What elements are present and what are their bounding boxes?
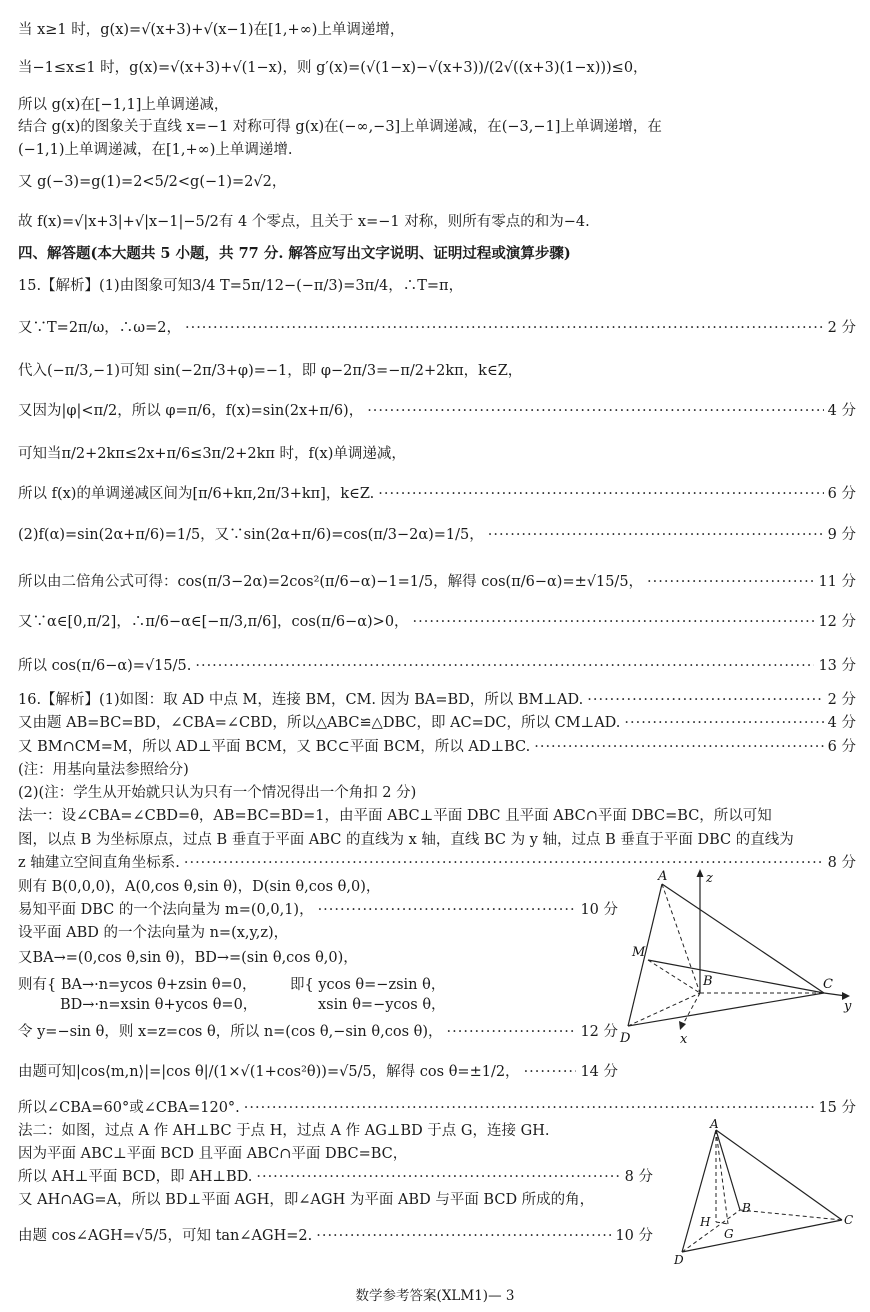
edge-AC <box>662 884 824 993</box>
edge-AC <box>716 1130 842 1220</box>
line-text: 所以 AH⊥平面 BCD，即 AH⊥BD. <box>18 1169 253 1185</box>
score: 2 分 <box>827 320 856 336</box>
tetrahedron-perpendicular-figure <box>672 1118 862 1268</box>
text-line: 所以 g(x)在[−1,1]上单调递减， <box>18 97 229 113</box>
score: 4 分 <box>827 403 856 419</box>
score-line <box>18 1062 618 1082</box>
leader-dots <box>647 572 814 592</box>
leader-dots <box>378 484 823 504</box>
score: 13 分 <box>818 658 856 674</box>
text-line: (注：用基向量法参照给分) <box>18 762 189 778</box>
score-line <box>18 737 856 757</box>
segment-AG <box>716 1130 728 1224</box>
edge-AB <box>662 884 700 993</box>
edge-DC <box>628 993 824 1026</box>
score: 4 分 <box>827 715 856 731</box>
line-text: 由题可知|cos⟨m,n⟩|=|cos θ|/(1×√(1+cos²θ))=√5/5，解得 cos θ=±1/2， <box>18 1064 520 1080</box>
system-line: 则有{ BA→·n=ycos θ+zsin θ=0， <box>18 977 257 993</box>
score: 14 分 <box>580 1064 618 1080</box>
text-line: 结合 g(x)的图象关于直线 x=−1 对称可得 g(x)在(−∞,−3]上单调递减，在(−3,−1]上单调递增，在 <box>18 119 662 135</box>
leader-dots <box>413 612 815 632</box>
line-text: 令 y=−sin θ，则 x=z=cos θ，所以 n=(cos θ,−sin θ,cos θ)， <box>18 1024 443 1040</box>
label-G: G <box>724 1227 734 1241</box>
text-line: 当 x≥1 时，g(x)=√(x+3)+√(x−1)在[1,+∞)上单调递增， <box>18 22 405 38</box>
score: 8 分 <box>624 1169 653 1185</box>
text-line: 又BA→=(0,cos θ,sin θ)，BD→=(sin θ,cos θ,0)， <box>18 950 358 966</box>
score-line <box>18 484 856 504</box>
label-B: B <box>742 1201 751 1215</box>
label-z: z <box>706 871 713 886</box>
score: 8 分 <box>827 855 856 871</box>
score-line <box>18 1226 653 1246</box>
line-text: 所以 cos(π/6−α)=√15/5. <box>18 658 192 674</box>
text-line: 法一：设∠CBA=∠CBD=θ，AB=BC=BD=1，由平面 ABC⊥平面 DBC 且平面 ABC∩平面 DBC=BC，所以可知 <box>18 808 772 824</box>
leader-dots <box>185 318 824 338</box>
leader-dots <box>524 1062 577 1082</box>
leader-dots <box>624 713 823 733</box>
text-line: 图，以点 B 为坐标原点，过点 B 垂直于平面 ABC 的直线为 x 轴，直线 BC 为 y 轴，过点 B 垂直于平面 DBC 的直线为 <box>18 832 794 848</box>
text-line: 又 AH∩AG=A，所以 BD⊥平面 AGH，即∠AGH 为平面 ABD 与平面 BCD 所成的角， <box>18 1192 595 1208</box>
text-line: 可知当π/2+2kπ≤2x+π/6≤3π/2+2kπ 时，f(x)单调递减， <box>18 446 406 462</box>
leader-dots <box>244 1098 815 1118</box>
label-B: B <box>703 974 713 989</box>
section-heading: 四、解答题(本大题共 5 小题，共 77 分. 解答应写出文字说明、证明过程或演算步骤) <box>18 245 571 262</box>
score: 6 分 <box>827 739 856 755</box>
score-line <box>18 612 856 632</box>
label-H: H <box>700 1215 711 1229</box>
leader-dots <box>316 1226 611 1246</box>
arrowhead-x <box>679 1021 686 1030</box>
label-C: C <box>844 1213 854 1227</box>
label-A: A <box>658 869 668 884</box>
score-line <box>18 656 856 676</box>
text-line: 故 f(x)=√|x+3|+√|x−1|−5/2有 4 个零点，且关于 x=−1 对称，则所有零点的和为−4. <box>18 214 590 230</box>
score: 6 分 <box>827 486 856 502</box>
edge-BC <box>740 1210 842 1220</box>
score-line <box>18 401 856 421</box>
score: 2 分 <box>827 692 856 708</box>
leader-dots <box>318 900 577 920</box>
score: 10 分 <box>580 902 618 918</box>
leader-dots <box>534 737 823 757</box>
equation-system-2 <box>290 975 446 1015</box>
edge-AB <box>716 1130 740 1210</box>
problem-16-heading: 16.【解析】(1)如图：取 AD 中点 M，连接 BM，CM. 因为 BA=BD，所以 BM⊥AD. <box>18 692 584 708</box>
score-line <box>18 1098 856 1118</box>
line-text: (2)f(α)=sin(2α+π/6)=1/5，又∵sin(2α+π/6)=cos(π/3−2α)=1/5， <box>18 527 484 543</box>
arrowhead-z <box>697 869 704 877</box>
edge-DB <box>628 993 700 1026</box>
label-D: D <box>620 1031 631 1046</box>
leader-dots <box>587 690 823 710</box>
label-A: A <box>710 1118 719 1131</box>
text-line: 因为平面 ABC⊥平面 BCD 且平面 ABC∩平面 DBC=BC， <box>18 1146 408 1162</box>
system-line: BD→·n=xsin θ+ycos θ=0， <box>60 997 258 1013</box>
line-text: z 轴建立空间直角坐标系. <box>18 855 180 871</box>
score-line <box>18 318 856 338</box>
line-text: 易知平面 DBC 的一个法向量为 m=(0,0,1)， <box>18 902 314 918</box>
line-text: 又 BM∩CM=M，所以 AD⊥平面 BCM，又 BC⊂平面 BCM，所以 AD⊥BC. <box>18 739 531 755</box>
score-line <box>18 525 856 545</box>
score-line <box>18 1022 618 1042</box>
text-line: 设平面 ABD 的一个法向量为 n=(x,y,z)， <box>18 925 289 941</box>
label-C: C <box>823 977 833 992</box>
score: 9 分 <box>827 527 856 543</box>
line-text: 又因为|φ|<π/2，所以 φ=π/6，f(x)=sin(2x+π/6)， <box>18 403 364 419</box>
score-line <box>18 690 856 710</box>
system-line: xsin θ=−ycos θ， <box>318 997 446 1013</box>
problem-15-heading: 15.【解析】(1)由图象可知3/4 T=5π/12−(−π/3)=3π/4，∴T=π， <box>18 278 464 294</box>
line-text: 所以 f(x)的单调递减区间为[π/6+kπ,2π/3+kπ]，k∈Z. <box>18 486 375 502</box>
text-line: 则有 B(0,0,0)，A(0,cos θ,sin θ)，D(sin θ,cos θ,0)， <box>18 879 381 895</box>
text-line: 又 g(−3)=g(1)=2<5/2<g(−1)=2√2， <box>18 174 287 190</box>
text-line: 代入(−π/3,−1)可知 sin(−2π/3+φ)=−1，即 φ−2π/3=−π/2+2kπ，k∈Z， <box>18 363 523 379</box>
page-footer: 数学参考答案(XLM1)— 3 <box>355 1288 515 1304</box>
text-line: (2)(注：学生从开始就只认为只有一个情况得出一个角扣 2 分) <box>18 785 417 801</box>
score-line <box>18 713 856 733</box>
score: 11 分 <box>818 574 856 590</box>
line-text: 所以∠CBA=60°或∠CBA=120°. <box>18 1100 240 1116</box>
edge-AD <box>682 1130 716 1252</box>
text-line: 当−1≤x≤1 时，g(x)=√(x+3)+√(1−x)，则 g′(x)=(√(1−x)−√(x+3))/(2√((x+3)(1−x)))≤0， <box>18 60 648 76</box>
line-text: 又∵α∈[0,π/2]，∴π/6−α∈[−π/3,π/6]，cos(π/6−α)>0， <box>18 614 409 630</box>
leader-dots <box>256 1167 620 1187</box>
line-text: 由题 cos∠AGH=√5/5，可知 tan∠AGH=2. <box>18 1228 313 1244</box>
score-line <box>18 1167 653 1187</box>
text-line: (−1,1)上单调递减，在[1,+∞)上单调递增. <box>18 142 293 158</box>
score: 15 分 <box>818 1100 856 1116</box>
leader-dots <box>367 401 823 421</box>
score: 12 分 <box>818 614 856 630</box>
tetrahedron-coordinate-figure <box>618 868 858 1048</box>
line-text: 所以由二倍角公式可得：cos(π/3−2α)=2cos²(π/6−α)−1=1/5，解得 cos(π/6−α)=±√15/5， <box>18 574 644 590</box>
text-line: 法二：如图，过点 A 作 AH⊥BC 于点 H，过点 A 作 AG⊥BD 于点 G，连接 GH. <box>18 1123 550 1139</box>
label-M: M <box>632 945 646 960</box>
leader-dots <box>488 525 824 545</box>
equation-system-1 <box>18 975 257 1015</box>
label-y: y <box>844 999 852 1014</box>
score-line <box>18 900 618 920</box>
score: 12 分 <box>580 1024 618 1040</box>
label-x: x <box>680 1032 688 1047</box>
line-text: 又由题 AB=BC=BD，∠CBA=∠CBD，所以△ABC≌△DBC，即 AC=DC，所以 CM⊥AD. <box>18 715 621 731</box>
system-line: 即{ ycos θ=−zsin θ， <box>290 977 446 993</box>
leader-dots <box>447 1022 577 1042</box>
score: 10 分 <box>615 1228 653 1244</box>
leader-dots <box>195 656 814 676</box>
label-D: D <box>674 1253 684 1267</box>
line-text: 又∵T=2π/ω，∴ω=2， <box>18 320 181 336</box>
axis-x <box>682 993 700 1026</box>
score-line <box>18 572 856 592</box>
